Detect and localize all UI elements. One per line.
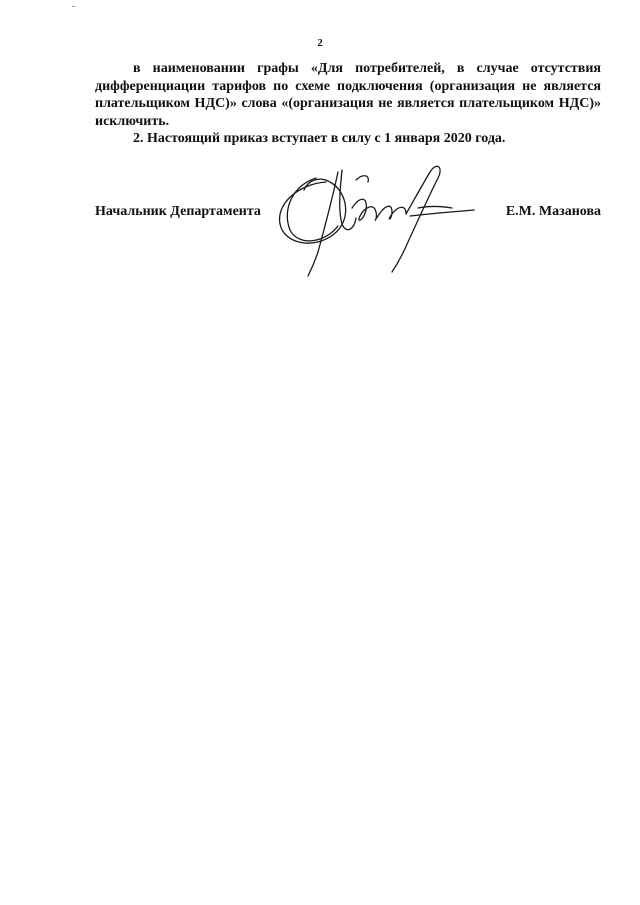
signer-name: Е.М. Мазанова <box>505 204 601 219</box>
signer-position-title: Начальник Департамента <box>95 204 261 219</box>
document-body <box>95 60 601 148</box>
paragraph-effective-date: 2. Настоящий приказ вступает в силу с 1 января 2020 года. <box>133 131 506 147</box>
page-number: 2 <box>317 37 323 49</box>
handwritten-signature <box>268 160 478 280</box>
paragraph-amendment: в наименовании графы «Для потребителей, в случае отсутствия дифференциации тарифов по схеме подключения (организация не является плательщиком НДС)» слова «(организация не является плательщиком НДС)» исключить. <box>95 61 601 129</box>
scan-artifact <box>72 6 75 7</box>
